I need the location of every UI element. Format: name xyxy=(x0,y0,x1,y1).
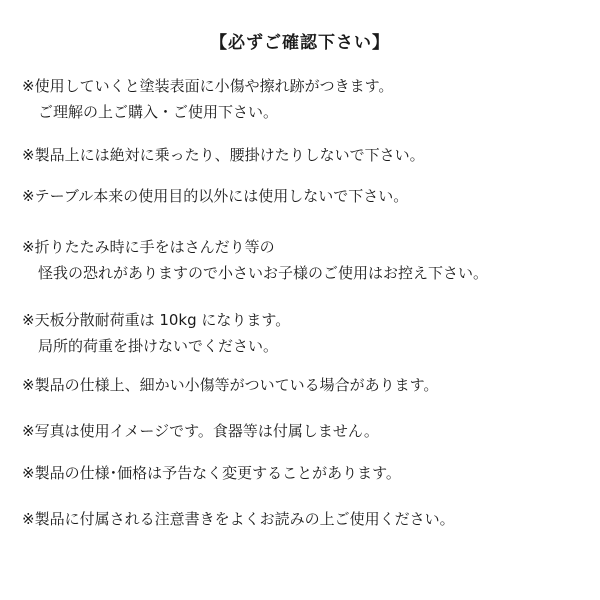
notice-line: ※テーブル本来の使用目的以外には使用しないで下さい。 xyxy=(22,187,409,205)
notice-line: 怪我の恐れがありますので小さいお子様のご使用はお控え下さい。 xyxy=(38,264,489,282)
notice-item-spec-change xyxy=(22,460,592,486)
notice-title: 【必ずご確認下さい】 xyxy=(210,33,390,53)
notice-item-folding-caution xyxy=(22,234,592,286)
notice-line: ※製品の仕様上、細かい小傷等がついている場合があります。 xyxy=(22,376,439,394)
notice-item-photo-image xyxy=(22,418,592,444)
notice-line: ※折りたたみ時に手をはさんだり等の xyxy=(22,238,275,256)
notice-line: ※製品の仕様･価格は予告なく変更することがあります。 xyxy=(22,464,401,482)
notice-item-scratches xyxy=(22,73,592,125)
notice-item-no-sitting xyxy=(22,142,592,168)
notice-item-intended-use xyxy=(22,183,592,209)
notice-line: ※天板分散耐荷重は 10kg になります。 xyxy=(22,311,291,329)
notice-line: ※製品上には絶対に乗ったり、腰掛けたりしないで下さい。 xyxy=(22,146,425,164)
notice-line: ご理解の上ご購入・ご使用下さい。 xyxy=(38,103,279,121)
notice-line: 局所的荷重を掛けないでください。 xyxy=(38,337,279,355)
notice-item-minor-scratches xyxy=(22,372,592,398)
notice-line: ※使用していくと塗装表面に小傷や擦れ跡がつきます。 xyxy=(22,77,394,95)
notice-line: ※製品に付属される注意書きをよくお読みの上ご使用ください。 xyxy=(22,510,455,528)
notice-item-read-instructions xyxy=(22,506,592,532)
notice-item-load-limit xyxy=(22,307,592,359)
notice-line: ※写真は使用イメージです。食器等は付属しません。 xyxy=(22,422,379,440)
